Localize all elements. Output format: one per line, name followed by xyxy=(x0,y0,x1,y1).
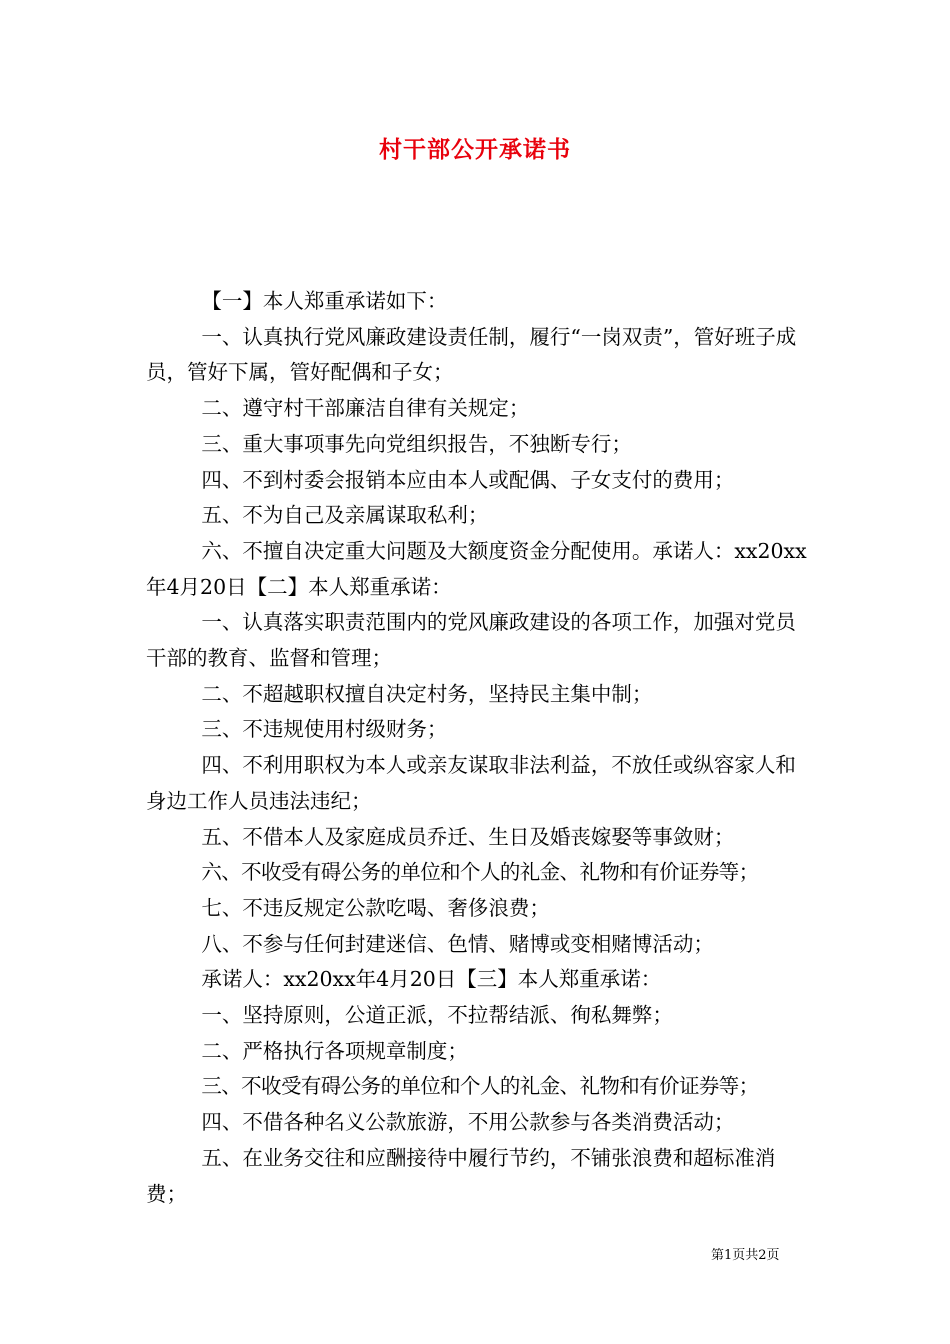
paragraph: 七、不违反规定公款吃喝、奢侈浪费； xyxy=(201,895,550,920)
paragraph: 四、不借各种名义公款旅游，不用公款参与各类消费活动； xyxy=(201,1110,735,1135)
paragraph: 三、不收受有碍公务的单位和个人的礼金、礼物和有价证券等； xyxy=(201,1074,759,1099)
paragraph: 一、坚持原则，公道正派，不拉帮结派、徇私舞弊； xyxy=(201,1003,673,1028)
paragraph: 二、严格执行各项规章制度； xyxy=(201,1038,468,1063)
page-number: 第1页共2页 xyxy=(711,1248,780,1263)
paragraph: 三、重大事项事先向党组织报告，不独断专行； xyxy=(201,431,632,456)
paragraph: 【一】本人郑重承诺如下： xyxy=(201,289,448,313)
paragraph: 承诺人：xx20xx年4月20日【三】本人郑重承诺： xyxy=(201,967,662,992)
paragraph: 五、不借本人及家庭成员乔迁、生日及婚丧嫁娶等事敛财； xyxy=(201,824,735,849)
paragraph: 六、不擅自决定重大问题及大额度资金分配使用。承诺人：xx20xx年4月20日【二】本人郑重承诺： xyxy=(146,538,807,599)
paragraph: 一、认真执行党风廉政建设责任制，履行“一岗双责”，管好班子成员，管好下属，管好配偶和子女； xyxy=(146,324,797,385)
document-body xyxy=(146,284,816,1212)
paragraph: 二、遵守村干部廉洁自律有关规定； xyxy=(201,396,530,421)
paragraph: 二、不超越职权擅自决定村务，坚持民主集中制； xyxy=(201,681,653,706)
page-title: 村干部公开承诺书 xyxy=(379,136,571,163)
paragraph: 四、不利用职权为本人或亲友谋取非法利益，不放任或纵容家人和身边工作人员违法违纪； xyxy=(146,753,796,813)
paragraph: 四、不到村委会报销本应由本人或配偶、子女支付的费用； xyxy=(201,467,735,492)
paragraph: 三、不违规使用村级财务； xyxy=(201,717,448,742)
paragraph: 一、认真落实职责范围内的党风廉政建设的各项工作，加强对党员干部的教育、监督和管理； xyxy=(146,610,796,671)
paragraph: 五、不为自己及亲属谋取私利； xyxy=(201,503,489,528)
paragraph: 五、在业务交往和应酬接待中履行节约，不铺张浪费和超标准消费； xyxy=(146,1145,776,1206)
paragraph: 六、不收受有碍公务的单位和个人的礼金、礼物和有价证券等； xyxy=(201,860,759,885)
paragraph: 八、不参与任何封建迷信、色情、赌博或变相赌博活动； xyxy=(201,931,714,956)
